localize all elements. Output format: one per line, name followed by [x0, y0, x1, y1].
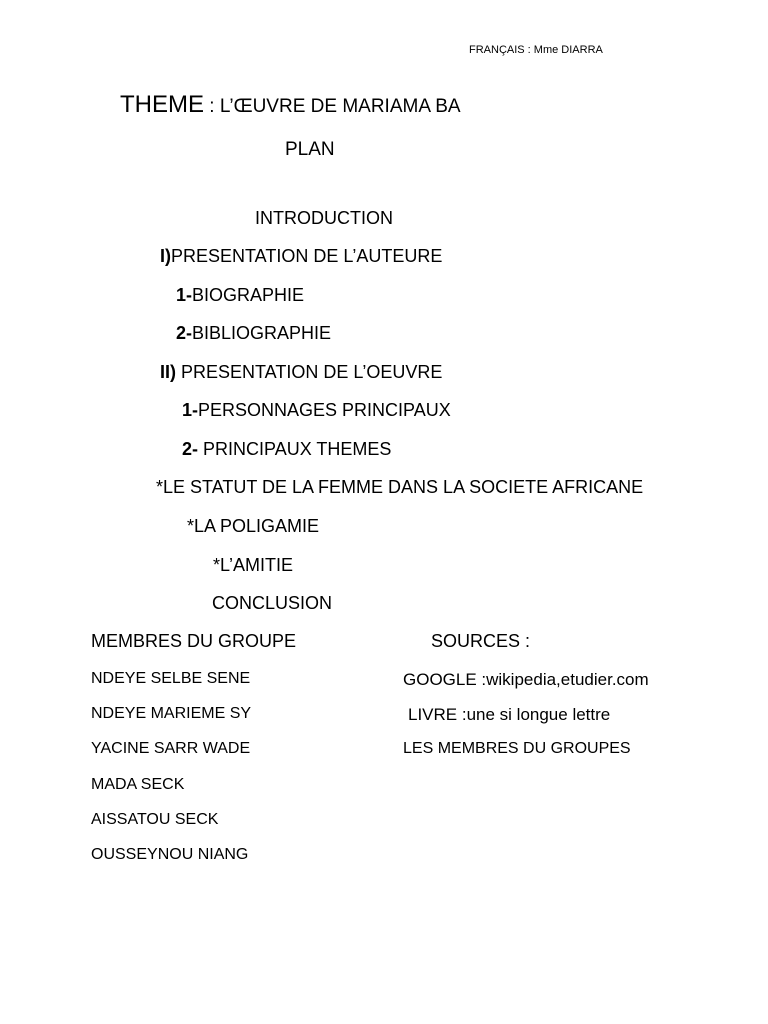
- sources-heading: SOURCES :: [431, 631, 531, 651]
- title-text: : L’ŒUVRE DE MARIAMA BA: [204, 96, 461, 117]
- outline-theme-a: *LE STATUT DE LA FEMME DANS LA SOCIETE AFRICANE: [156, 477, 644, 497]
- source-item: LIVRE :une si longue lettre: [408, 705, 611, 724]
- outline-theme-b: *LA POLIGAMIE: [187, 516, 320, 536]
- outline-part-2-2: [182, 440, 391, 458]
- outline-part-1-2: [176, 324, 331, 342]
- source-item: LES MEMBRES DU GROUPES: [403, 740, 631, 757]
- outline-part-1: [160, 247, 442, 265]
- members-heading: MEMBRES DU GROUPE: [91, 631, 297, 651]
- document-title: [120, 93, 461, 117]
- outline-number: 2-: [182, 439, 199, 459]
- member-name: NDEYE MARIEME SY: [91, 705, 252, 722]
- outline-part-2-1: [182, 401, 451, 419]
- member-name: YACINE SARR WADE: [91, 740, 251, 757]
- outline-text: PRESENTATION DE L’OEUVRE: [176, 362, 443, 382]
- outline-part-1-1: [176, 286, 304, 304]
- outline-number: II): [160, 362, 176, 382]
- member-name: AISSATOU SECK: [91, 811, 219, 828]
- outline-text: PRESENTATION DE L’AUTEURE: [171, 246, 443, 266]
- plan-heading: PLAN: [285, 139, 335, 160]
- outline-text: PRINCIPAUX THEMES: [198, 439, 392, 459]
- outline-number: 2-: [176, 323, 193, 343]
- title-label: THEME: [120, 91, 204, 118]
- member-name: OUSSEYNOU NIANG: [91, 846, 249, 863]
- outline-number: 1-: [182, 400, 199, 420]
- member-name: MADA SECK: [91, 776, 185, 793]
- outline-text: BIBLIOGRAPHIE: [192, 323, 332, 343]
- outline-introduction: INTRODUCTION: [255, 208, 393, 228]
- outline-text: PERSONNAGES PRINCIPAUX: [198, 400, 451, 420]
- outline-number: 1-: [176, 285, 193, 305]
- member-name: NDEYE SELBE SENE: [91, 670, 251, 687]
- outline-number: I): [160, 246, 171, 266]
- outline-theme-c: *L’AMITIE: [213, 555, 294, 575]
- outline-text: BIOGRAPHIE: [192, 285, 305, 305]
- outline-part-2: [160, 363, 442, 381]
- header-teacher: FRANÇAIS : Mme DIARRA: [469, 44, 603, 56]
- source-item: GOOGLE :wikipedia,etudier.com: [403, 670, 649, 689]
- outline-conclusion: CONCLUSION: [212, 593, 333, 613]
